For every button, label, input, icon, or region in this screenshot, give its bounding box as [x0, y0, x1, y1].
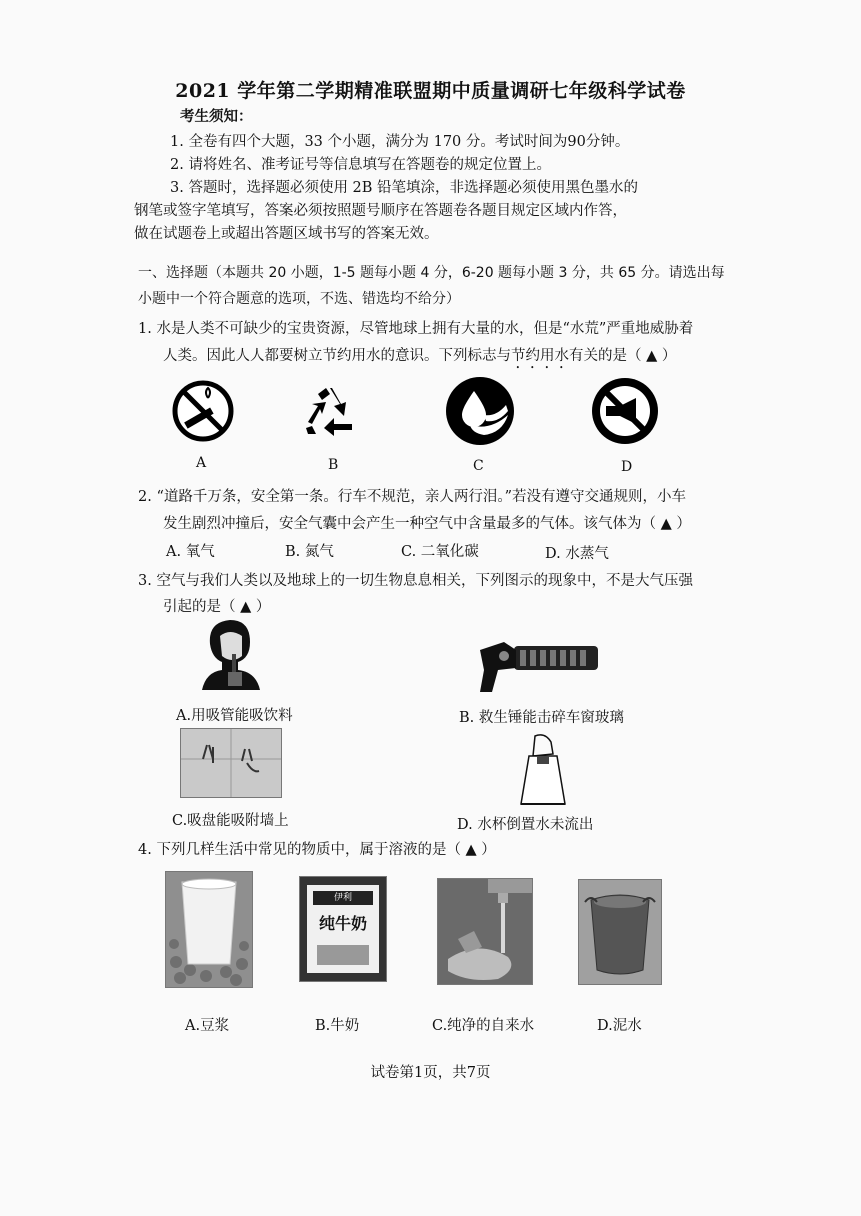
q4-option-c: C.纯净的自来水: [432, 1018, 535, 1034]
q1-option-d: D: [621, 459, 633, 475]
milk-brand-text: 纯牛奶: [318, 914, 367, 933]
soy-milk-drawing: [166, 872, 252, 987]
suction-cup-drawing: [181, 729, 281, 797]
suction-cup-image: [180, 728, 282, 798]
q3-option-d: D. 水杯倒置水未流出: [457, 817, 594, 833]
page-title: 2021 学年第二学期精准联盟期中质量调研七年级科学试卷: [175, 80, 686, 102]
q1-option-b: B: [328, 457, 339, 473]
page-footer: 试卷第1页，共7页: [370, 1065, 491, 1081]
recycle-icon: [300, 384, 360, 438]
section-heading: 一、选择题（本题共 20 小题，1-5 题每小题 4 分，6-20 题每小题 3 分，共 65 分。请选出每: [138, 265, 725, 281]
q3-stem: 3. 空气与我们人类以及地球上的一切生物息息相关，下列图示的现象中，不是大气压强: [138, 573, 693, 589]
muddy-water-drawing: [579, 880, 661, 984]
milk-logo: 伊利: [313, 891, 373, 905]
inverted-cup-image: [515, 734, 571, 808]
q4-option-a: A.豆浆: [185, 1018, 230, 1034]
q2-stem: 2. “道路千万条，安全第一条。行车不规范，亲人两行泪。”若没有遵守交通规则，小车: [138, 489, 687, 505]
q1-stem-cont: [163, 345, 676, 372]
q1-stem-suffix: 有关的是（ ▲ ）: [569, 348, 677, 364]
q1-emphasis: 节约用水: [511, 348, 569, 364]
milk-label-block: [317, 945, 369, 965]
soy-milk-image: [165, 871, 253, 988]
q2-option-d: D. 水蒸气: [545, 546, 609, 562]
q2-option-c: C. 二氧化碳: [401, 544, 479, 560]
notice-item-3-cont: 钢笔或签字笔填写，答案必须按照题号顺序在答题卷各题目规定区域内作答，: [134, 203, 627, 219]
q1-option-c: C: [473, 458, 484, 474]
notice-item-3: 3. 答题时，选择题必须使用 2B 铅笔填涂，非选择题必须使用黑色墨水的: [170, 180, 639, 196]
notice-item-3-cont2: 做在试题卷上或超出答题区域书写的答案无效。: [134, 226, 439, 242]
tap-water-image: [437, 878, 533, 985]
q2-stem-cont: 发生剧烈冲撞后，安全气囊中会产生一种空气中含量最多的气体。该气体为（ ▲ ）: [163, 516, 691, 532]
milk-carton-image: [299, 876, 387, 982]
milk-carton-front: [307, 885, 379, 973]
q4-option-b: B.牛奶: [315, 1018, 360, 1034]
q2-option-a: A. 氧气: [166, 544, 215, 560]
q1-stem-prefix: 人类。因此人人都要树立节约用水的意识。下列标志与: [163, 348, 511, 364]
water-saving-icon: [444, 375, 516, 447]
section-heading-cont: 小题中一个符合题意的选项，不选、错选均不给分）: [138, 291, 460, 307]
notice-item-1: 1. 全卷有四个大题，33 个小题，满分为 170 分。考试时间为90分钟。: [170, 134, 630, 150]
muddy-water-image: [578, 879, 662, 985]
no-smoking-icon: [170, 378, 236, 444]
q3-option-b: B. 救生锤能击碎车窗玻璃: [459, 710, 624, 726]
q4-option-d: D.泥水: [597, 1018, 642, 1034]
q3-stem-cont: 引起的是（ ▲ ）: [163, 599, 271, 615]
rescue-hammer-image: [474, 640, 600, 696]
q3-option-a: A.用吸管能吸饮料: [176, 708, 293, 724]
no-horn-icon: [590, 376, 660, 446]
q3-option-c: C.吸盘能吸附墙上: [172, 813, 289, 829]
q1-stem: 1. 水是人类不可缺少的宝贵资源，尽管地球上拥有大量的水，但是“水荒”严重地威胁着: [138, 321, 694, 337]
notice-heading: 考生须知：: [180, 108, 253, 125]
q2-option-b: B. 氮气: [285, 544, 334, 560]
notice-item-2: 2. 请将姓名、准考证号等信息填写在答题卷的规定位置上。: [170, 157, 551, 173]
tap-water-drawing: [438, 879, 532, 984]
q4-stem: 4. 下列几样生活中常见的物质中，属于溶液的是（ ▲ ）: [138, 842, 496, 858]
drinking-straw-image: [198, 614, 264, 690]
q1-option-a: A: [196, 455, 207, 471]
